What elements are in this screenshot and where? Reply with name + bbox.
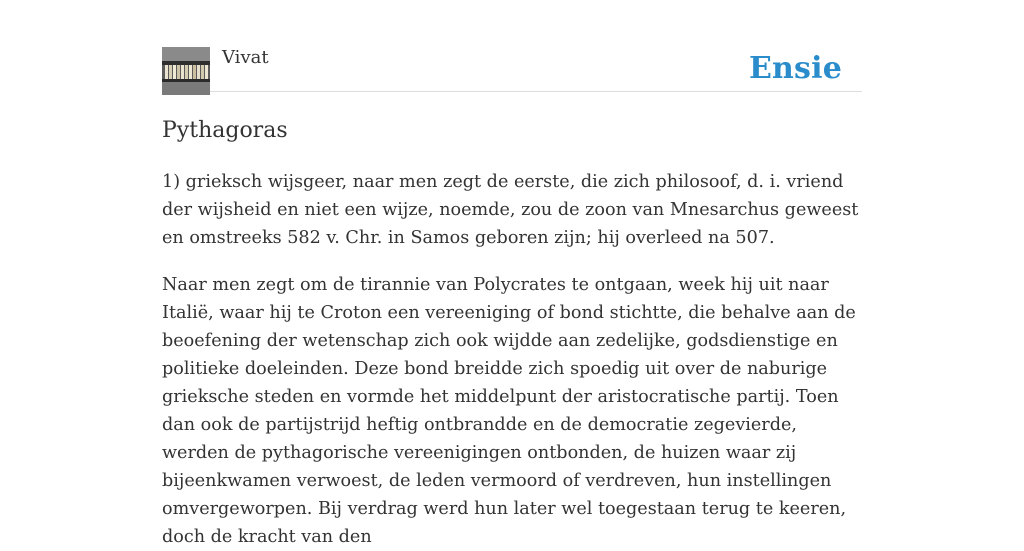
brand-logo[interactable]: Ensie: [748, 51, 842, 86]
author-name[interactable]: Vivat: [222, 47, 269, 68]
bookshelf-photo-icon: [162, 47, 210, 95]
author-avatar[interactable]: [162, 47, 210, 95]
article-paragraph: Naar men zegt om de tirannie van Polycrates te ontgaan, week hij uit naar Italië, waar hij te Croton een vereeniging of bond stichtte, die behalve aan de beoefening der wetenschap zich ook wijdde aan zedelijke, godsdienstige en politieke doeleinden. Deze bond breidde zich spoedig uit over de naburige grieksche steden en vormde het middelpunt der aristocratische partij. Toen dan ook de partijstrijd heftig ontbrandde en de democratie zegevierde, werden de pythagorische vereenigingen ontbonden, de huizen waar zij bijeenkwamen verwoest, de leden vermoord of verdreven, hun instellingen omvergeworpen. Bij verdrag werd hun later wel toegestaan terug te keeren, doch de kracht van den: [162, 275, 856, 547]
article-paragraph: 1) grieksch wijsgeer, naar men zegt de eerste, die zich philosoof, d. i. vriend der wijsheid en niet een wijze, noemde, zou de zoon van Mnesarchus geweest en omstreeks 582 v. Chr. in Samos geboren zijn; hij overleed na 507.: [162, 172, 859, 248]
page-header: [162, 0, 862, 92]
page-container: [162, 0, 862, 547]
article-title: Pythagoras: [162, 118, 288, 143]
